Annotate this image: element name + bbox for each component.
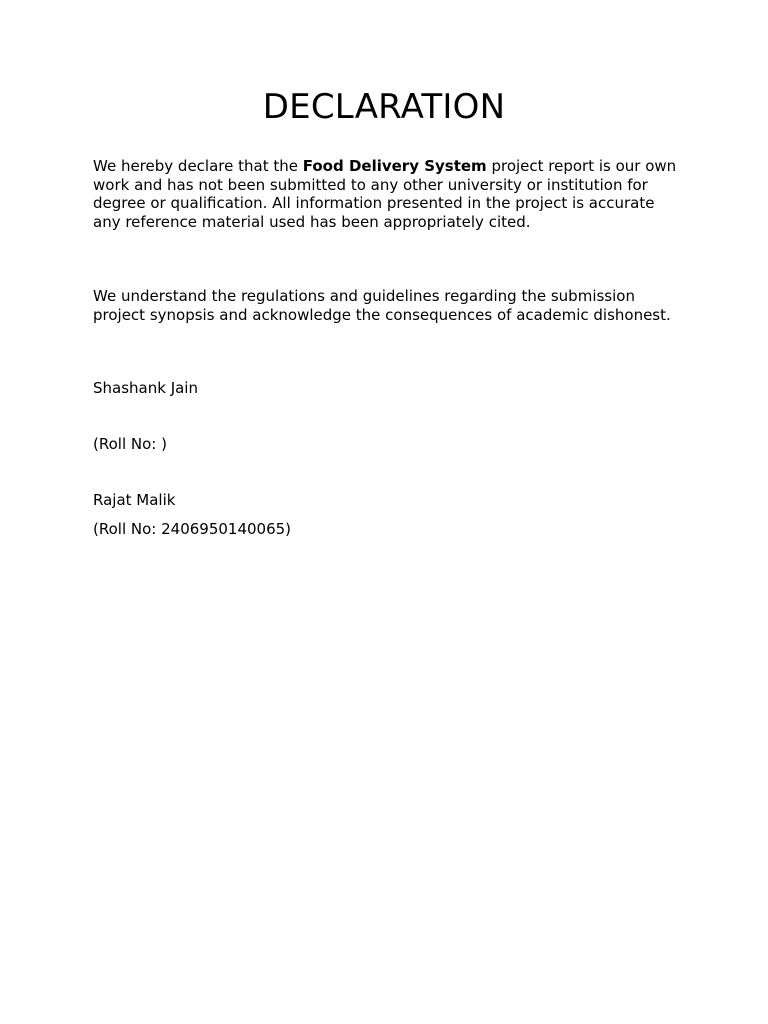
signatory-name: Rajat Malik	[93, 491, 176, 509]
acknowledgement-paragraph: We understand the regulations and guidelines regarding the submission project synopsis and acknowledge the consequences of academic dishonest.	[93, 287, 671, 324]
page-title: DECLARATION	[262, 87, 506, 127]
paragraph-text-after: project report is our own work and has not been submitted to any other university or institution for degree or qualification. All information presented in the project is accurate any reference material used has been appropriately cited.	[93, 157, 677, 231]
declaration-paragraph	[93, 157, 683, 231]
signatory-roll: (Roll No: )	[93, 435, 167, 453]
signatory-roll: (Roll No: 2406950140065)	[93, 520, 292, 538]
paragraph-text-before: We hereby declare that the	[93, 157, 303, 175]
signatory-name: Shashank Jain	[93, 379, 198, 397]
project-name: Food Delivery System	[302, 157, 487, 175]
